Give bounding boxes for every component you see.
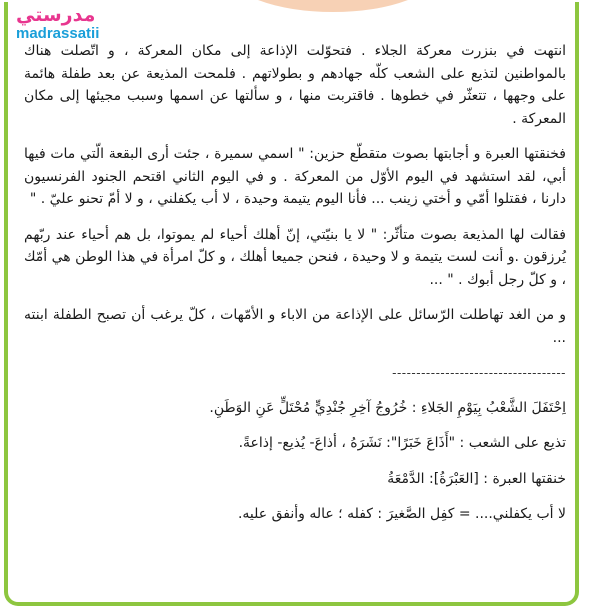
paragraph-ending: و من الغد تهاطلت الرّسائل على الإذاعة من الاباء و الأمّهات ، كلّ يرغب أن تصبح الطفلة ابنته ... <box>24 307 566 346</box>
logo-latin-text: madrassatii <box>16 25 100 42</box>
gloss-item: تذيع على الشعب : "أَذَاعَ خَبَرًا": نَشَرَهُ ، أذاعَ- يُذيع- إذاعةً. <box>238 435 566 451</box>
gloss-item: خنقتها العبرة : [العَبْرَةُ]: الدَّمْعَةُ <box>387 470 566 487</box>
reading-text <box>24 40 566 539</box>
paragraph-intro: انتهت في بنزرت معركة الجلاء . فتحوّلت الإذاعة إلى مكان المعركة ، و اتّصلت هناك بالمواطنين لتذيع على الشعب كلّه جهادهم و بطولاتهم . فلمحت المذيعة عن بعد طفلة هائمة على وجهها ، تتعثّر في خطوها . فاقتربت منها ، و سألتها عن اسمها وسبب مجيئها إلى مكان المعركة . <box>24 43 566 127</box>
gloss-item: اِحْتَفَلَ الشَّعْبُ بِيَوْمِ الجَلاءِ : خُرُوجُ آخِرِ جُنْدِيٍّ مُحْتَلٍّ عَنِ الوَطَنِ. <box>209 399 566 416</box>
logo-arabic-text: مدرستي <box>16 4 96 26</box>
decorative-arc <box>228 0 438 12</box>
paragraph-announcer-reply: فقالت لها المذيعة بصوت متأثّر: " لا يا بنيّتي، إنّ أهلك أحياء لم يموتوا، بل هم أحياء عند ربّهم يُرزقون .و أنت لست يتيمة و لا وحيدة ، فنحن جميعا أهلك ، و كلّ امرأة في هذا الوطن هي أمّك ، و كلّ رجل أبوك . " ... <box>24 226 566 288</box>
paragraph-samira-answer: فخنقتها العبرة و أجابتها بصوت متقطّع حزين: " اسمي سميرة ، جئت أرى البقعة الّتي مات فيها أبي، لقد استشهد في اليوم الأوّل من المعركة . و في اليوم الثاني اقتحم الجنود الفرنسيون دارنا ، فقتلوا أمّي و أختي زينب ... فأنا اليوم يتيمة وحيدة ، لا أب يكفلني ، و لا أمّ تحنو عليّ . " <box>24 146 566 207</box>
separator-line: ------------------------------------ <box>392 366 566 380</box>
gloss-item: لا أب يكفلني.... = كفِل الصَّغيرَ : كفله ؛ عاله وأنفق عليه. <box>237 506 566 522</box>
